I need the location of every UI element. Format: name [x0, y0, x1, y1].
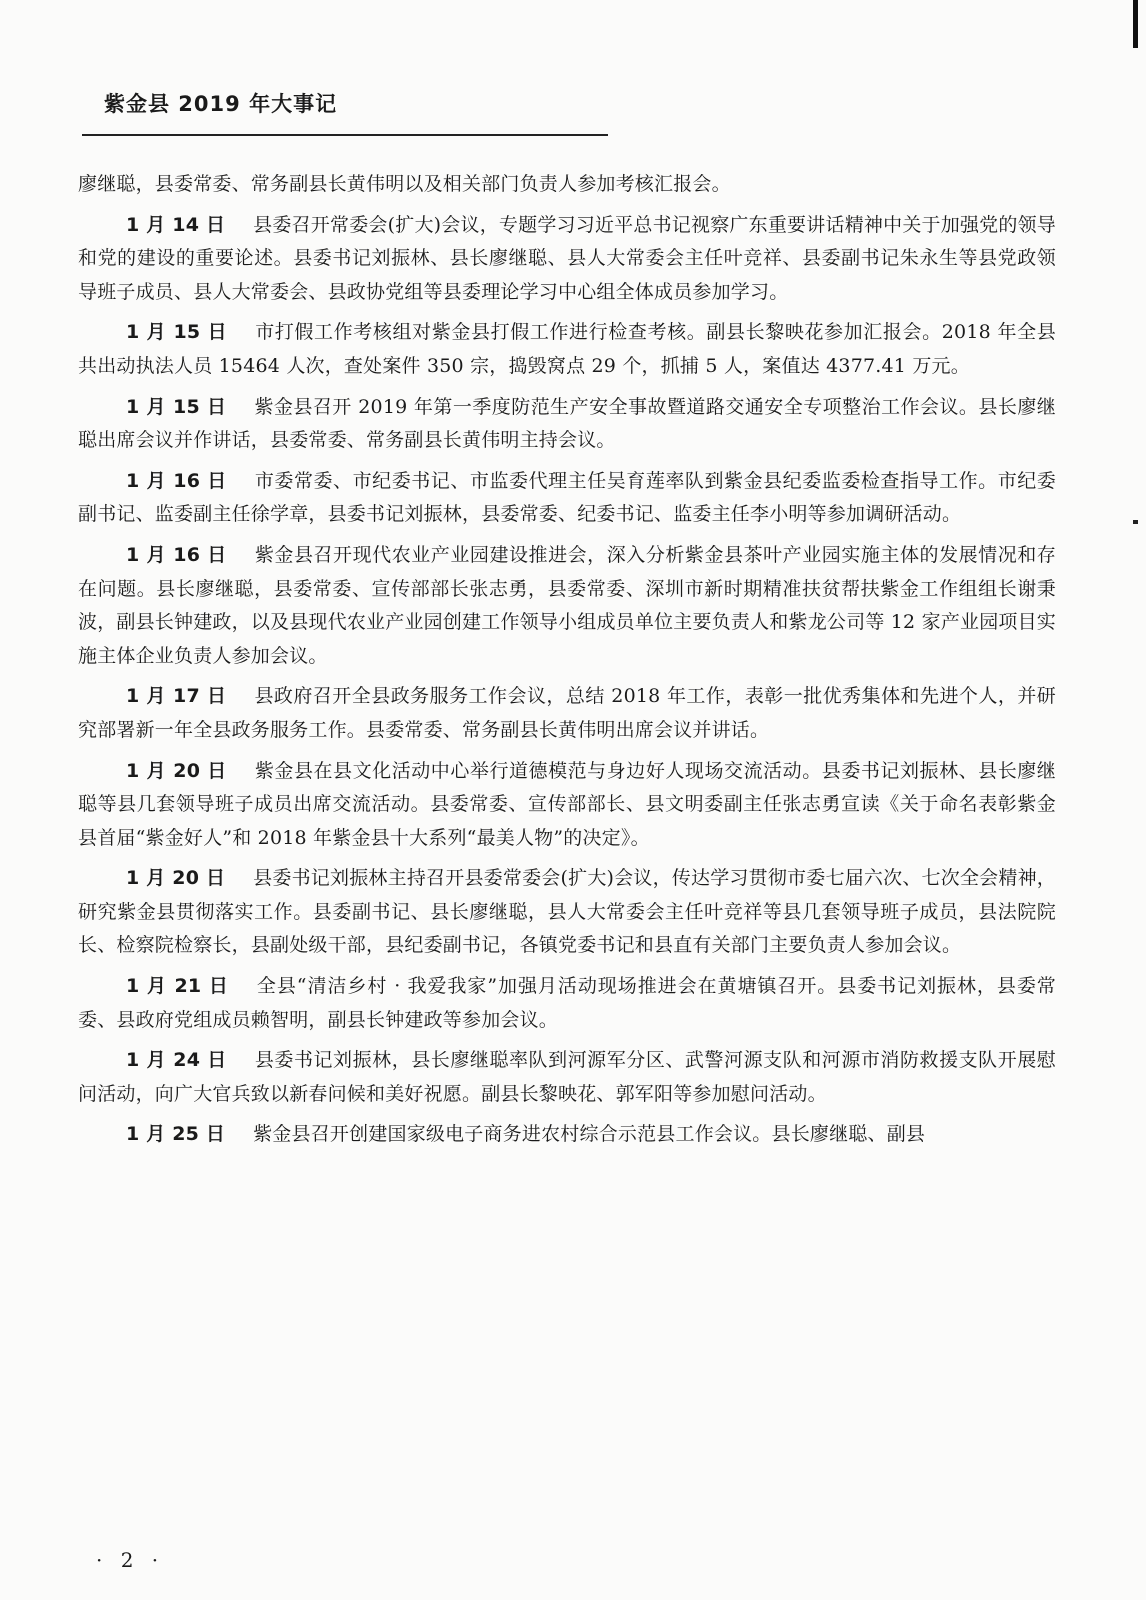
event-entry	[78, 1044, 1056, 1111]
running-header: 紫金县 2019 年大事记	[104, 92, 338, 116]
event-text: 全县“清洁乡村 · 我爱我家”加强月活动现场推进会在黄塘镇召开。县委书记刘振林，县委常委、县政府党组成员赖智明，副县长钟建政等参加会议。	[78, 975, 1056, 1031]
event-text: 紫金县召开 2019 年第一季度防范生产安全事故暨道路交通安全专项整治工作会议。县长廖继聪出席会议并作讲话，县委常委、常务副县长黄伟明主持会议。	[78, 395, 1056, 452]
event-date: 1 月 25 日	[126, 1123, 226, 1146]
page-number: · 2 ·	[96, 1548, 165, 1572]
event-text: 市打假工作考核组对紫金县打假工作进行检查考核。副县长黎映花参加汇报会。2018 年全县共出动执法人员 15464 人次，查处案件 350 宗，捣毁窝点 29 个，抓捕 5 人，案值达 4377.41 万元。	[78, 321, 1056, 377]
event-entry	[78, 391, 1056, 458]
event-date: 1 月 15 日	[126, 395, 227, 418]
event-entry	[78, 465, 1056, 532]
event-text: 紫金县召开现代农业产业园建设推进会，深入分析紫金县茶叶产业园实施主体的发展情况和存在问题。县长廖继聪，县委常委、宣传部部长张志勇，县委常委、深圳市新时期精准扶贫帮扶紫金工作组组长谢秉波，副县长钟建政，以及县现代农业产业园创建工作领导小组成员单位主要负责人和紫龙公司等 12 家产业园项目实施主体企业负责人参加会议。	[78, 543, 1057, 667]
event-entry	[78, 209, 1056, 310]
event-entry	[78, 680, 1056, 747]
event-entry	[78, 862, 1056, 963]
event-text: 县政府召开全县政务服务工作会议，总结 2018 年工作，表彰一批优秀集体和先进个人，并研究部署新一年全县政务服务工作。县委常委、常务副县长黄伟明出席会议并讲话。	[78, 685, 1056, 741]
event-date: 1 月 16 日	[126, 543, 227, 566]
event-entry	[78, 755, 1056, 856]
event-entry	[78, 539, 1056, 673]
event-entry	[78, 970, 1056, 1037]
event-date: 1 月 14 日	[126, 213, 226, 236]
body-text	[78, 168, 1056, 1152]
header-rule	[82, 134, 608, 136]
event-text: 紫金县召开创建国家级电子商务进农村综合示范县工作会议。县长廖继聪、副县	[253, 1123, 926, 1146]
event-date: 1 月 17 日	[126, 685, 227, 708]
event-text: 县委召开常委会(扩大)会议，专题学习习近平总书记视察广东重要讲话精神中关于加强党的领导和党的建设的重要论述。县委书记刘振林、县长廖继聪、县人大常委会主任叶竞祥、县委副书记朱永生等县党政领导班子成员、县人大常委会、县政协党组等县委理论学习中心组全体成员参加学习。	[78, 213, 1056, 303]
event-date: 1 月 16 日	[126, 469, 227, 492]
continuation-paragraph: 廖继聪，县委常委、常务副县长黄伟明以及相关部门负责人参加考核汇报会。	[78, 173, 731, 195]
event-text: 紫金县在县文化活动中心举行道德模范与身边好人现场交流活动。县委书记刘振林、县长廖继聪等县几套领导班子成员出席交流活动。县委常委、宣传部部长、县文明委副主任张志勇宣读《关于命名表彰紫金县首届“紫金好人”和 2018 年紫金县十大系列“最美人物”的决定》。	[78, 759, 1057, 849]
event-text: 县委书记刘振林主持召开县委常委会(扩大)会议，传达学习贯彻市委七届六次、七次全会精神，研究紫金县贯彻落实工作。县委副书记、县长廖继聪，县人大常委会主任叶竞祥等县几套领导班子成员，县法院院长、检察院检察长，县副处级干部，县纪委副书记，各镇党委书记和县直有关部门主要负责人参加会议。	[78, 867, 1056, 957]
event-entry	[78, 1118, 1056, 1152]
event-date: 1 月 15 日	[126, 321, 228, 344]
event-date: 1 月 20 日	[126, 759, 227, 782]
event-text: 市委常委、市纪委书记、市监委代理主任吴育莲率队到紫金县纪委监委检查指导工作。市纪委副书记、监委副主任徐学章，县委书记刘振林，县委常委、纪委书记、监委主任李小明等参加调研活动。	[78, 469, 1057, 526]
scan-edge-shadow	[1133, 0, 1138, 1600]
event-date: 1 月 24 日	[126, 1049, 227, 1072]
event-entry	[78, 316, 1056, 383]
event-text: 县委书记刘振林，县长廖继聪率队到河源军分区、武警河源支队和河源市消防救援支队开展慰问活动，向广大官兵致以新春问候和美好祝愿。副县长黎映花、郭军阳等参加慰问活动。	[78, 1049, 1057, 1105]
event-date: 1 月 21 日	[126, 975, 229, 998]
event-date: 1 月 20 日	[126, 867, 226, 890]
